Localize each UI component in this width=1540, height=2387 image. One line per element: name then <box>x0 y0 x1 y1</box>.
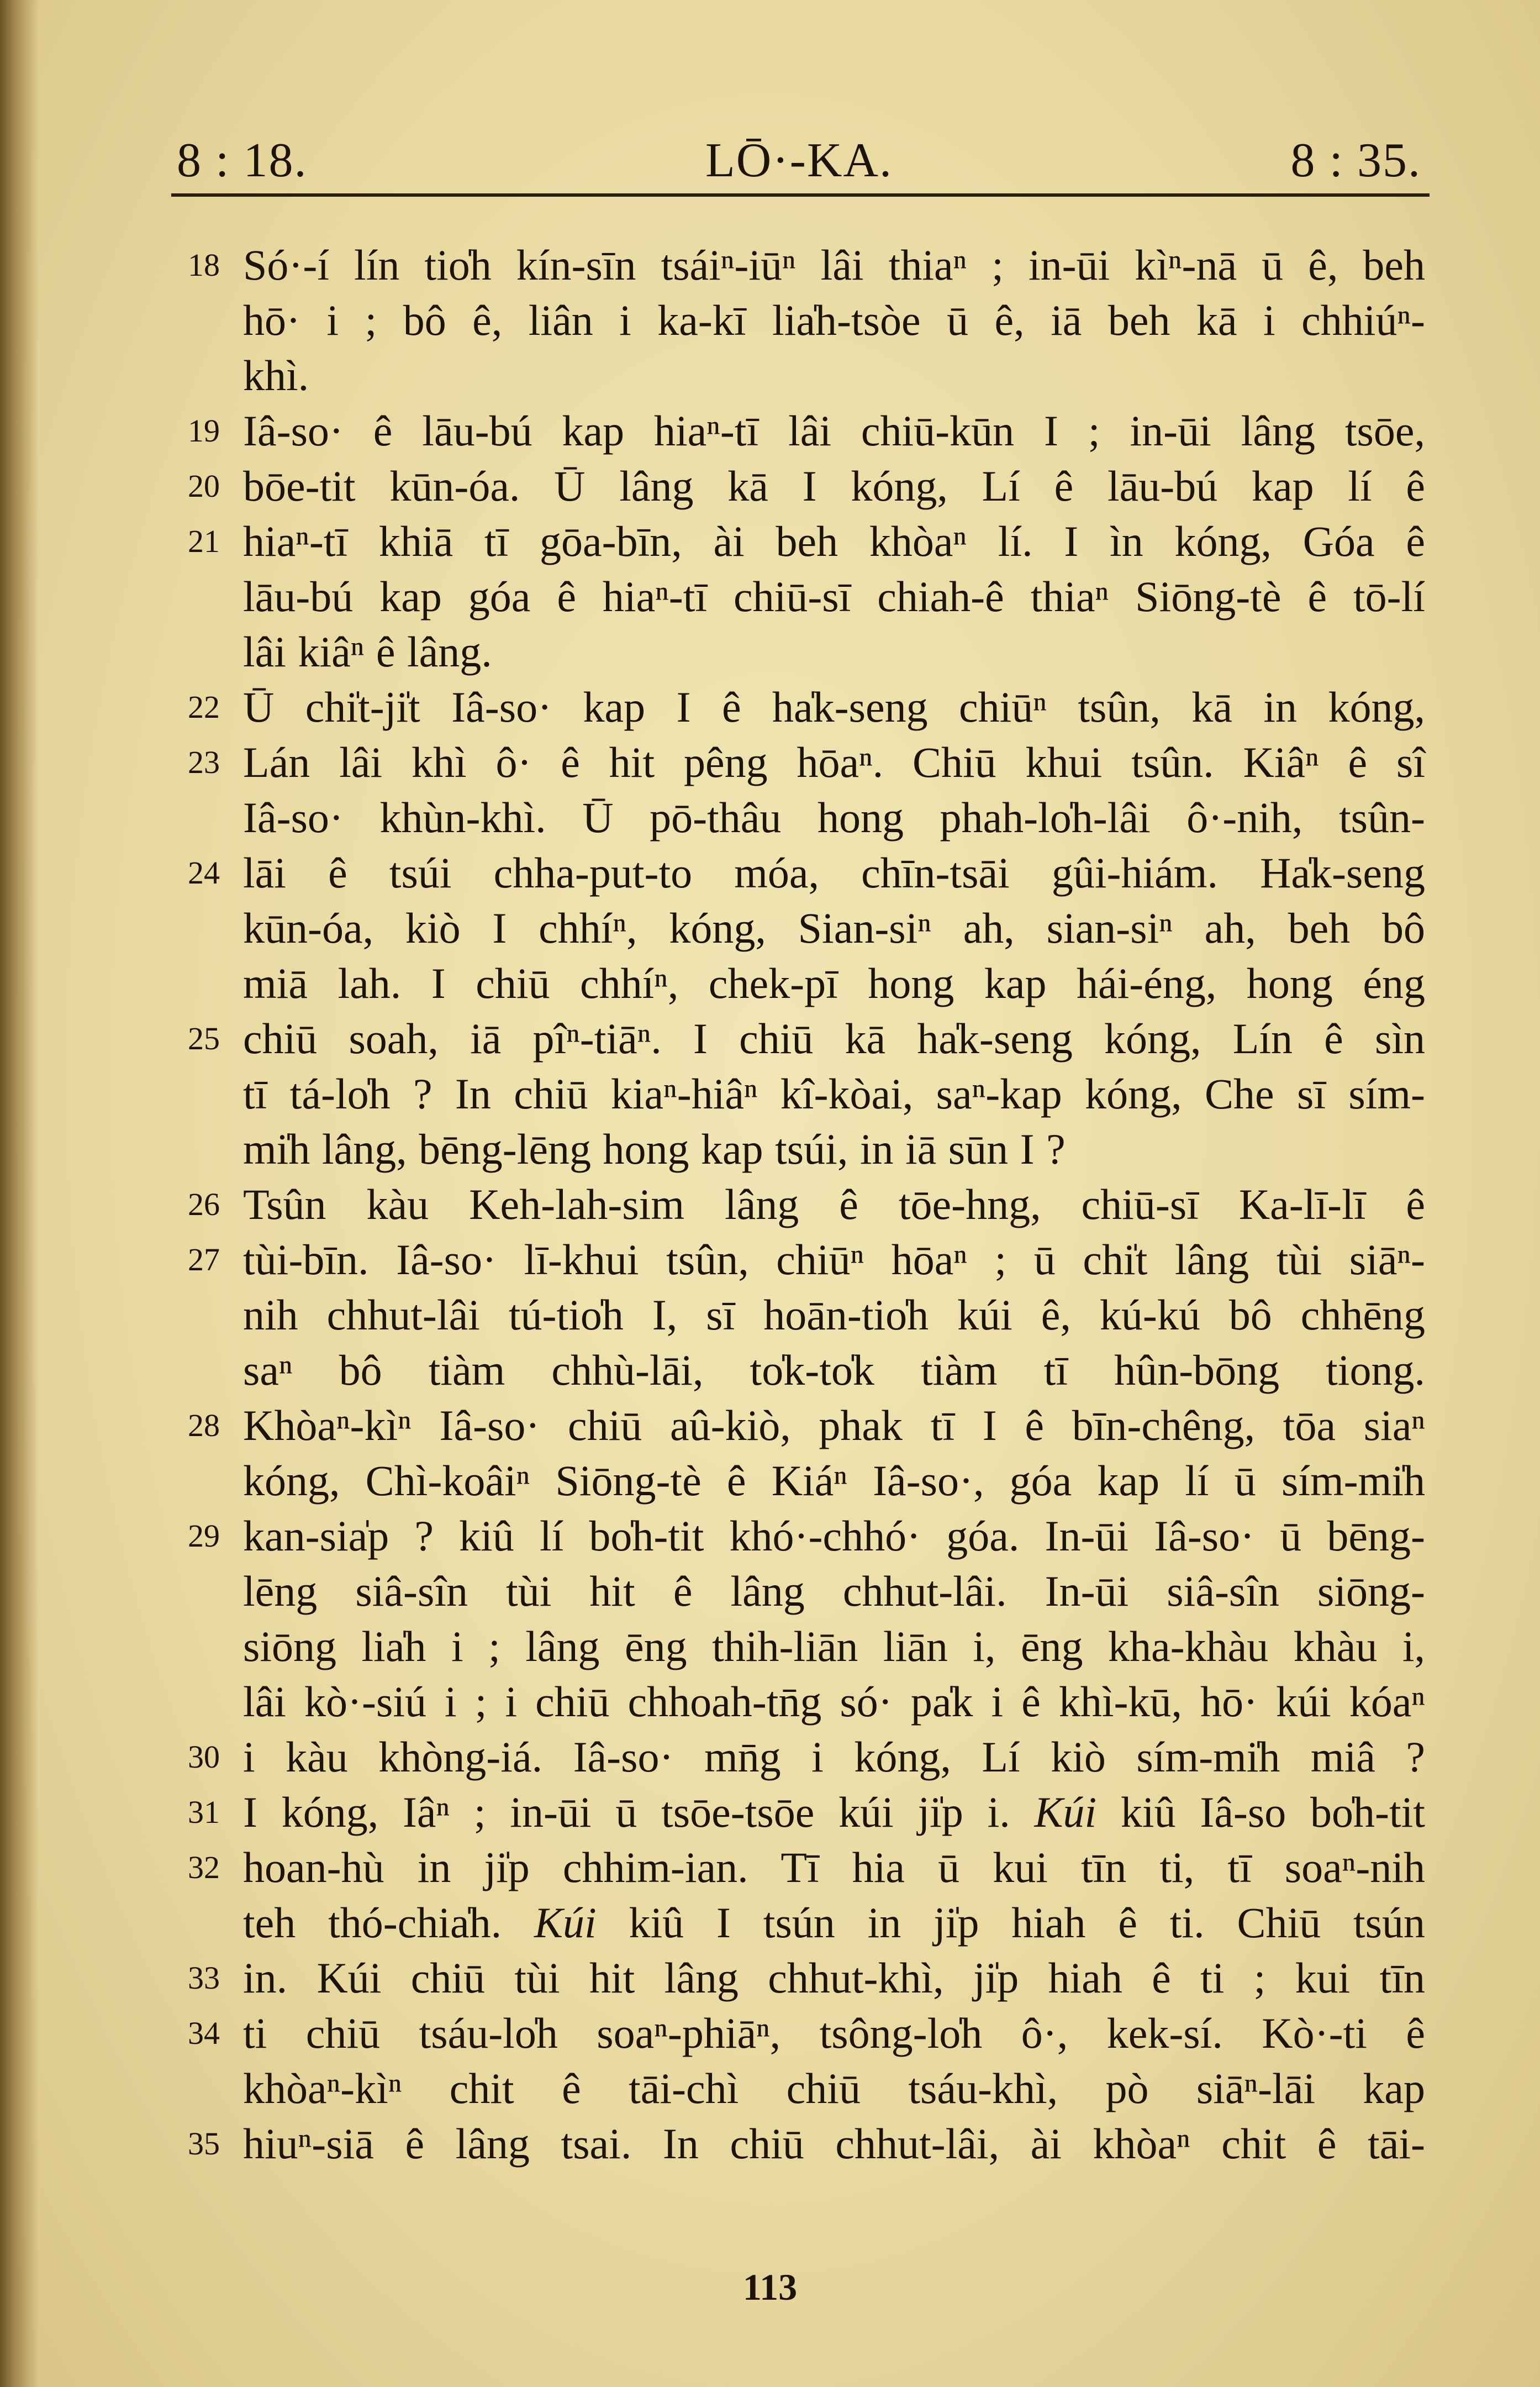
verse-number: 33 <box>188 1960 220 1996</box>
running-header <box>177 133 1421 193</box>
text-line <box>243 956 1425 1011</box>
text-line <box>243 1066 1425 1122</box>
text-line <box>243 901 1425 956</box>
line-text: khì. <box>243 351 309 399</box>
header-chapter-start: 8 : 18. <box>177 134 308 187</box>
header-rule <box>171 193 1430 197</box>
line-text: lāu-bú kap góa ê hiaⁿ-tī chiū-sī chiah-ê thiaⁿ Siōng-tè ê tō-lí <box>243 572 1425 621</box>
verse-number: 26 <box>188 1186 220 1222</box>
text-line <box>243 790 1425 845</box>
text-line <box>243 348 1425 403</box>
verse-number: 18 <box>188 247 220 283</box>
verse-number: 20 <box>188 468 220 504</box>
text-line <box>188 403 1425 459</box>
text-line <box>188 238 1425 293</box>
verse-number: 22 <box>188 689 220 725</box>
text-line <box>188 1840 1425 1895</box>
text-line <box>243 1674 1425 1729</box>
line-text: I kóng, Iâⁿ ; in-ūi ū tsōe-tsōe kúi ji̍p i. Kúi kiû Iâ-so bo̍h-tit <box>243 1788 1425 1836</box>
line-text: lâi kò·-siú i ; i chiū chhoah-tn̄g só· pa̍k i ê khì-kū, hō· kúi kóaⁿ <box>243 1678 1425 1726</box>
line-text: lēng siâ-sîn tùi hit ê lâng chhut-lâi. In-ūi siâ-sîn siōng- <box>243 1567 1425 1615</box>
verse-number: 32 <box>188 1849 220 1885</box>
line-text: Tsûn kàu Keh-lah-sim lâng ê tōe-hng, chiū-sī Ka-lī-lī ê <box>243 1180 1425 1228</box>
line-text: Iâ-so· khùn-khì. Ū pō-thâu hong phah-lo̍h-lâi ô·-nih, tsûn- <box>243 793 1425 842</box>
line-text: Iâ-so· ê lāu-bú kap hiaⁿ-tī lâi chiū-kūn I ; in-ūi lâng tsōe, <box>243 407 1425 455</box>
book-spine-shadow <box>0 0 39 2387</box>
line-text: lâi kiâⁿ ê lâng. <box>243 628 492 676</box>
verse-number: 30 <box>188 1739 220 1775</box>
text-line <box>188 1950 1425 2006</box>
line-text: hiaⁿ-tī khiā tī gōa-bīn, ài beh khòaⁿ lí. I ìn kóng, Góa ê <box>243 517 1425 565</box>
text-line <box>188 1011 1425 1066</box>
line-text: Só·-í lín tio̍h kín-sīn tsáiⁿ-iūⁿ lâi thiaⁿ ; in-ūi kìⁿ-nā ū ê, beh <box>243 241 1425 289</box>
line-text: hō· i ; bô ê, liân i ka-kī lia̍h-tsòe ū ê, iā beh kā i chhiúⁿ- <box>243 296 1425 344</box>
text-line <box>188 1398 1425 1453</box>
line-text: Lán lâi khì ô· ê hit pêng hōaⁿ. Chiū khui tsûn. Kiâⁿ ê sî <box>243 738 1425 786</box>
line-text: kan-sia̍p ? kiû lí bo̍h-tit khó·-chhó· góa. In-ūi Iâ-so· ū bēng- <box>243 1512 1425 1560</box>
line-text: kūn-óa, kiò I chhíⁿ, kóng, Sian-siⁿ ah, sian-siⁿ ah, beh bô <box>243 904 1425 952</box>
text-line <box>243 1619 1425 1674</box>
line-text: saⁿ bô tiàm chhù-lāi, to̍k-to̍k tiàm tī hûn-bōng tiong. <box>243 1346 1425 1394</box>
verse-number: 34 <box>188 2015 220 2051</box>
text-line <box>243 569 1425 624</box>
line-text: hiuⁿ-siā ê lâng tsai. In chiū chhut-lâi, ài khòaⁿ chit ê tāi- <box>243 2120 1425 2168</box>
line-text: siōng lia̍h i ; lâng ēng thih-liān liān i, ēng kha-khàu khàu i, <box>243 1622 1425 1670</box>
text-line <box>243 1122 1425 1177</box>
text-line <box>243 1453 1425 1508</box>
text-line <box>188 1232 1425 1287</box>
page-number: 113 <box>742 2266 798 2308</box>
line-text: Khòaⁿ-kìⁿ Iâ-so· chiū aû-kiò, phak tī I ê bīn-chêng, tōa siaⁿ <box>243 1401 1425 1449</box>
line-text: chiū soah, iā pîⁿ-tiāⁿ. I chiū kā ha̍k-seng kóng, Lín ê sìn <box>243 1014 1425 1063</box>
verse-number: 23 <box>188 744 220 780</box>
line-text: lāi ê tsúi chha-put-to móa, chīn-tsāi gûi-hiám. Ha̍k-seng <box>243 849 1425 897</box>
line-text: nih chhut-lâi tú-tio̍h I, sī hoān-tio̍h kúi ê, kú-kú bô chhēng <box>243 1291 1425 1339</box>
scripture-text <box>188 238 1425 2172</box>
verse-number: 19 <box>188 413 220 449</box>
header-chapter-end: 8 : 35. <box>1290 134 1421 187</box>
line-text: kóng, Chì-koâiⁿ Siōng-tè ê Kiáⁿ Iâ-so·, góa kap lí ū sím-mi̍h <box>243 1457 1425 1505</box>
verse-number: 29 <box>188 1518 220 1554</box>
text-line <box>243 293 1425 348</box>
verse-number: 35 <box>188 2126 220 2162</box>
text-line <box>243 1343 1425 1398</box>
verse-number: 21 <box>188 523 220 559</box>
verse-number: 24 <box>188 855 220 891</box>
text-line <box>188 459 1425 514</box>
line-text: tùi-bīn. Iâ-so· lī-khui tsûn, chiūⁿ hōaⁿ ; ū chi̍t lâng tùi siāⁿ- <box>243 1235 1425 1284</box>
line-text: tī tá-lo̍h ? In chiū kiaⁿ-hiâⁿ kî-kòai, saⁿ-kap kóng, Che sī sím- <box>243 1070 1425 1118</box>
line-text: miā lah. I chiū chhíⁿ, chek-pī hong kap hái-éng, hong éng <box>243 959 1425 1007</box>
line-text: bōe-tit kūn-óa. Ū lâng kā I kóng, Lí ê lāu-bú kap lí ê <box>243 462 1425 510</box>
text-line <box>188 1508 1425 1564</box>
text-line <box>188 680 1425 735</box>
line-text: Ū chi̍t-ji̍t Iâ-so· kap I ê ha̍k-seng chiūⁿ tsûn, kā in kóng, <box>243 683 1425 731</box>
text-line <box>188 845 1425 901</box>
line-text: mi̍h lâng, bēng-lēng hong kap tsúi, in iā sūn I ? <box>243 1125 1066 1173</box>
text-line <box>243 1287 1425 1343</box>
line-text: i kàu khòng-iá. Iâ-so· mn̄g i kóng, Lí kiò sím-mi̍h miâ ? <box>243 1733 1425 1781</box>
verse-number: 31 <box>188 1794 220 1830</box>
verse-number: 25 <box>188 1021 220 1056</box>
verse-number: 28 <box>188 1407 220 1443</box>
line-text: hoan-hù in ji̍p chhim-ian. Tī hia ū kui tīn ti, tī soaⁿ-nih <box>243 1843 1425 1891</box>
text-line <box>188 1785 1425 1840</box>
text-line <box>188 735 1425 790</box>
line-text: in. Kúi chiū tùi hit lâng chhut-khì, ji̍p hiah ê ti ; kui tīn <box>243 1954 1425 2002</box>
line-text: ti chiū tsáu-lo̍h soaⁿ-phiāⁿ, tsông-lo̍h ô·, kek-sí. Kò·-ti ê <box>243 2009 1425 2057</box>
text-line <box>243 624 1425 680</box>
text-line <box>243 1895 1425 1950</box>
text-line <box>243 1564 1425 1619</box>
line-text: teh thó-chia̍h. Kúi kiû I tsún in ji̍p hiah ê ti. Chiū tsún <box>243 1899 1425 1947</box>
text-line <box>188 2006 1425 2061</box>
text-line <box>243 2061 1425 2116</box>
header-book-title: LŌ·-KA. <box>705 134 893 187</box>
text-line <box>188 1177 1425 1232</box>
text-line <box>188 2116 1425 2172</box>
text-line <box>188 1729 1425 1785</box>
verse-number: 27 <box>188 1242 220 1277</box>
line-text: khòaⁿ-kìⁿ chit ê tāi-chì chiū tsáu-khì, pò siāⁿ-lāi kap <box>243 2064 1425 2112</box>
text-line <box>188 514 1425 569</box>
